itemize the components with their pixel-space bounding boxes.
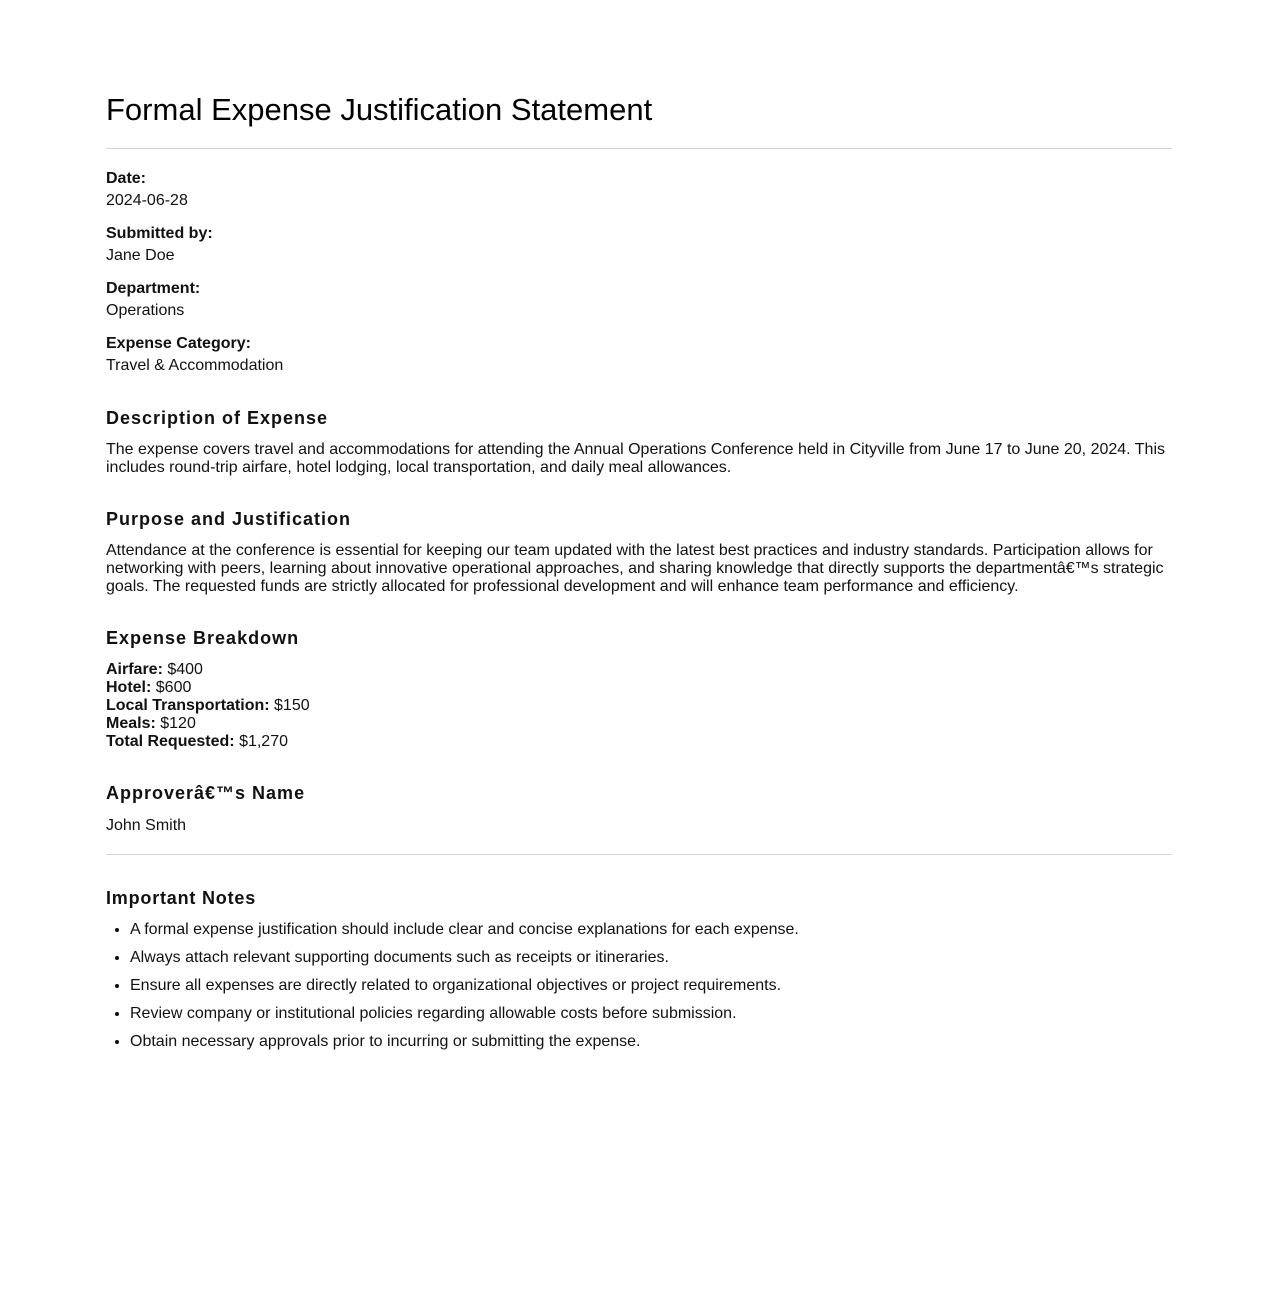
notes-list <box>106 920 1172 1052</box>
notes-divider <box>106 854 1172 855</box>
document-page <box>106 0 1172 1052</box>
meta-field-expense-category <box>106 334 1172 376</box>
meta-value-department: Operations <box>106 302 185 319</box>
breakdown-value: $150 <box>274 697 310 714</box>
description-section <box>106 406 1172 477</box>
approver-section <box>106 781 1172 836</box>
list-item: • Ensure all expenses are directly related to organizational objectives or project requirements. <box>130 976 1172 996</box>
purpose-text: Attendance at the conference is essential for keeping our team updated with the latest best practices and industry standards. Participation allows for networking with peers, learning about innovative operational approaches, and sharing knowledge that directly supports the departmentâ€™s strategic goals. The requested funds are strictly allocated for professional development and will enhance team performance and efficiency. <box>106 542 1164 595</box>
list-item: • Always attach relevant supporting documents such as receipts or itineraries. <box>130 948 1172 968</box>
meta-label-date: Date: <box>106 170 147 187</box>
meta-value-expense-category: Travel & Accommodation <box>106 357 284 374</box>
breakdown-value: $600 <box>155 679 192 696</box>
metadata-block <box>106 169 1172 376</box>
document-title: Formal Expense Justification Statement <box>106 92 653 127</box>
breakdown-item-meals <box>106 715 1172 733</box>
breakdown-item-local-transportation <box>106 697 1172 715</box>
meta-value-submitted-by: Jane Doe <box>106 247 175 264</box>
breakdown-item-airfare <box>106 661 1172 679</box>
notes-heading: Important Notes <box>106 888 257 908</box>
notes-section <box>106 886 1172 1052</box>
breakdown-label: Meals: <box>106 715 156 732</box>
list-item: • Obtain necessary approvals prior to incurring or submitting the expense. <box>130 1032 1172 1052</box>
description-heading: Description of Expense <box>106 408 329 428</box>
meta-field-date <box>106 169 1172 211</box>
breakdown-value: $120 <box>160 715 196 732</box>
meta-label-expense-category: Expense Category: <box>106 335 251 352</box>
meta-label-submitted-by: Submitted by: <box>106 225 213 242</box>
purpose-section <box>106 507 1172 596</box>
breakdown-list <box>106 661 1172 751</box>
breakdown-value: $400 <box>167 661 203 678</box>
list-item: • A formal expense justification should include clear and concise explanations for each expense. <box>130 920 1172 940</box>
breakdown-label: Airfare: <box>106 661 163 678</box>
breakdown-item-hotel <box>106 679 1172 697</box>
breakdown-item-total <box>106 733 1172 751</box>
title-divider <box>106 148 1172 149</box>
breakdown-label: Hotel: <box>106 679 152 696</box>
breakdown-heading: Expense Breakdown <box>106 628 300 648</box>
approver-name: John Smith <box>106 817 187 834</box>
breakdown-section <box>106 626 1172 751</box>
breakdown-label: Total Requested: <box>106 733 235 750</box>
meta-field-submitted-by <box>106 224 1172 266</box>
list-item: • Review company or institutional policies regarding allowable costs before submission. <box>130 1004 1172 1024</box>
approver-heading: Approverâ€™s Name <box>106 783 306 803</box>
meta-label-department: Department: <box>106 280 201 297</box>
breakdown-value: $1,270 <box>239 733 288 750</box>
meta-value-date: 2024-06-28 <box>106 192 188 209</box>
purpose-heading: Purpose and Justification <box>106 509 352 529</box>
meta-field-department <box>106 279 1172 321</box>
description-text: The expense covers travel and accommodations for attending the Annual Operations Conference held in Cityville from June 17 to June 20, 2024. This includes round-trip airfare, hotel lodging, local transportation, and daily meal allowances. <box>106 441 1165 476</box>
breakdown-label: Local Transportation: <box>106 697 270 714</box>
